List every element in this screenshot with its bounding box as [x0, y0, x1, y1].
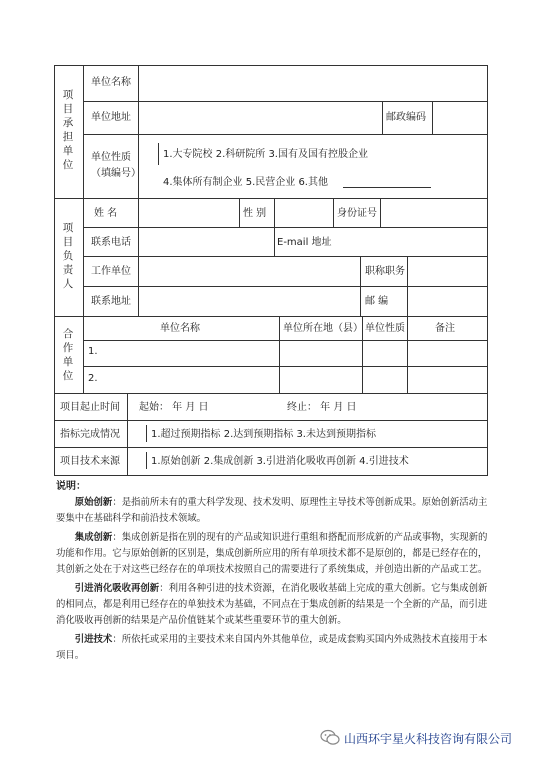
notes-section — [56, 479, 492, 664]
undertaker-nature-options-1[interactable]: 1.大专院校 2.科研院所 3.国有及国有控股企业 — [163, 149, 368, 160]
leader-id-label: 身份证号 — [337, 208, 377, 219]
note-text: ：利用各种引进的技术资源，在消化吸收基础上完成的重大创新。它与集成创新的相同点，都是利用已经存在的单独技术为基础，不同点在于集成创新的结果是一个全新的产品，而引进消化吸收再创新的结果是产品价值链某个或某些重要环节的重大创新。 — [56, 583, 488, 626]
leader-postcode-label: 邮 编 — [365, 296, 389, 307]
completion-label: 指标完成情况 — [60, 429, 120, 440]
undertaker-section-label: 项目承担单位 — [62, 89, 74, 171]
period-end[interactable]: 终止： 年 月 日 — [287, 402, 357, 413]
undertaker-nature-options-2[interactable]: 4.集体所有制企业 5.民营企业 6.其他 — [163, 177, 328, 188]
leader-email-label: E-mail 地址 — [277, 237, 332, 248]
undertaker-postcode-field[interactable] — [434, 103, 486, 133]
note-reinnovation — [56, 581, 492, 629]
wechat-icon — [320, 729, 340, 750]
partner-col-nature: 单位性质 — [365, 323, 405, 334]
leader-workplace-field[interactable] — [140, 258, 359, 285]
leader-address-field[interactable] — [140, 288, 359, 315]
undertaker-name-field[interactable] — [140, 67, 486, 100]
partner-col-note: 备注 — [435, 323, 455, 334]
partner-row-2[interactable] — [100, 368, 486, 392]
note-text: ：集成创新是指在别的现有的产品或知识进行重组和搭配而形成新的产品或事物，实现新的功能和作用。它与原始创新的区别是，集成创新所应用的所有单项技术都不是原创的，都是已经存在的，其创新之处在于对这些已经存在的单项技术按照自己的需要进行了系统集成，并创造出新的产品或工艺。 — [56, 532, 488, 575]
watermark — [320, 728, 530, 748]
partner-section-label: 合作单位 — [62, 328, 74, 382]
leader-email-field[interactable] — [338, 229, 486, 255]
note-term: 引进消化吸收再创新 — [74, 583, 160, 594]
leader-name-label: 姓 名 — [94, 208, 118, 219]
leader-gender-field[interactable] — [276, 200, 332, 226]
undertaker-nature-label: 单位性质 — [91, 152, 131, 163]
note-term: 原始创新 — [74, 497, 113, 508]
leader-workplace-label: 工作单位 — [91, 266, 131, 277]
undertaker-name-label: 单位名称 — [91, 77, 131, 88]
leader-id-field[interactable] — [382, 200, 486, 226]
watermark-text: 山西环宇星火科技咨询有限公司 — [344, 732, 513, 746]
note-text: ：所依托或采用的主要技术来自国内外其他单位，或是成套购买国内外成熟技术直接用于本项目。 — [56, 634, 488, 661]
undertaker-address-label: 单位地址 — [91, 112, 131, 123]
partner-row-1[interactable] — [100, 342, 486, 365]
leader-address-label: 联系地址 — [91, 296, 131, 307]
leader-gender-label: 性 别 — [243, 208, 267, 219]
partner-col-name: 单位名称 — [160, 323, 200, 334]
source-label: 项目技术来源 — [60, 456, 120, 467]
note-text: ：是指前所未有的重大科学发现、技术发明、原理性主导技术等创新成果。原始创新活动主要集中在基础科学和前沿技术领域。 — [56, 497, 488, 524]
undertaker-address-field[interactable] — [140, 103, 380, 133]
partner-row-1-index: 1. — [88, 346, 98, 357]
note-term: 引进技术 — [74, 634, 113, 645]
leader-postcode-field[interactable] — [409, 288, 486, 315]
source-options[interactable]: 1.原始创新 2.集成创新 3.引进消化吸收再创新 4.引进技术 — [151, 456, 409, 467]
leader-title-label: 职称职务 — [365, 266, 405, 277]
undertaker-nature-note: （填编号） — [91, 168, 141, 179]
partner-row-2-index: 2. — [88, 373, 98, 384]
note-integrated-innovation — [56, 530, 492, 578]
partner-col-location: 单位所在地（县） — [283, 323, 363, 334]
period-start[interactable]: 起始： 年 月 日 — [139, 402, 209, 413]
period-label: 项目起止时间 — [60, 402, 120, 413]
leader-phone-field[interactable] — [140, 229, 273, 255]
leader-name-field[interactable] — [140, 200, 238, 226]
note-original-innovation — [56, 495, 492, 527]
undertaker-postcode-label: 邮政编码 — [386, 112, 426, 123]
notes-heading: 说明： — [56, 481, 86, 492]
leader-phone-label: 联系电话 — [91, 237, 131, 248]
leader-title-field[interactable] — [409, 258, 486, 285]
leader-section-label: 项目负责人 — [62, 222, 74, 290]
note-imported-tech — [56, 632, 492, 664]
completion-options[interactable]: 1.超过预期指标 2.达到预期指标 3.未达到预期指标 — [151, 429, 376, 440]
note-term: 集成创新 — [74, 532, 113, 543]
